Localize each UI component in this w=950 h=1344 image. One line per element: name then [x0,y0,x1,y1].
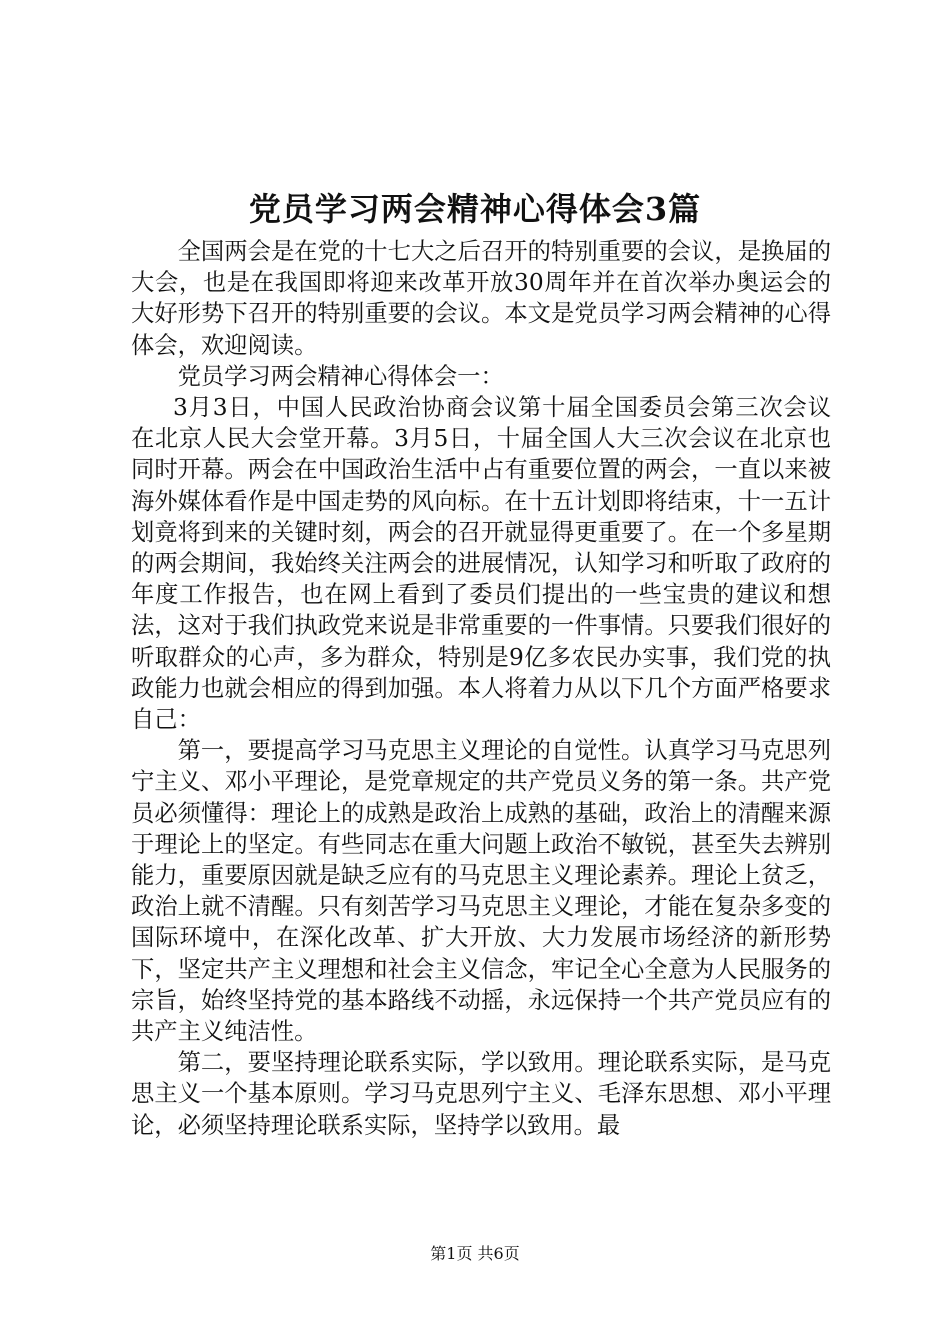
paragraph-intro: 全国两会是在党的十七大之后召开的特别重要的会议，是换届的大会，也是在我国即将迎来改革开放30周年并在首次举办奥运会的大好形势下召开的特别重要的会议。本文是党员学习两会精神的心得体会，欢迎阅读。 [131,238,831,359]
paragraph-body-3: 第二，要坚持理论联系实际，学以致用。理论联系实际，是马克思主义一个基本原则。学习马克思列宁主义、毛泽东思想、邓小平理论，必须坚持理论联系实际，坚持学以致用。最 [131,1049,831,1139]
paragraph-body-1: 3月3日，中国人民政治协商会议第十届全国委员会第三次会议在北京人民大会堂开幕。3月5日，十届全国人大三次会议在北京也同时开幕。两会在中国政治生活中占有重要位置的两会，一直以来被海外媒体看作是中国走势的风向标。在十五计划即将结束，十一五计划竟将到来的关键时刻，两会的召开就显得更重要了。在一个多星期的两会期间，我始终关注两会的进展情况，认知学习和听取了政府的年度工作报告，也在网上看到了委员们提出的一些宝贵的建议和想法，这对于我们执政党来说是非常重要的一件事情。只要我们很好的听取群众的心声，多为群众，特别是9亿多农民办实事，我们党的执政能力也就会相应的得到加强。本人将着力从以下几个方面严格要求自己： [131,394,831,734]
document-title: 党员学习两会精神心得体会3篇 [248,190,702,228]
document-body [131,236,831,1141]
page-footer: 第1页 共6页 [430,1244,520,1263]
paragraph-body-2: 第一，要提高学习马克思主义理论的自觉性。认真学习马克思列宁主义、邓小平理论，是党章规定的共产党员义务的第一条。共产党员必须懂得：理论上的成熟是政治上成熟的基础，政治上的清醒来源于理论上的坚定。有些同志在重大问题上政治不敏锐，甚至失去辨别能力，重要原因就是缺乏应有的马克思主义理论素养。理论上贫乏，政治上就不清醒。只有刻苦学习马克思主义理论，才能在复杂多变的国际环境中，在深化改革、扩大开放、大力发展市场经济的新形势下，坚定共产主义理想和社会主义信念，牢记全心全意为人民服务的宗旨，始终坚持党的基本路线不动摇，永远保持一个共产党员应有的共产主义纯洁性。 [131,737,831,1046]
paragraph-section-heading: 党员学习两会精神心得体会一： [177,362,504,390]
